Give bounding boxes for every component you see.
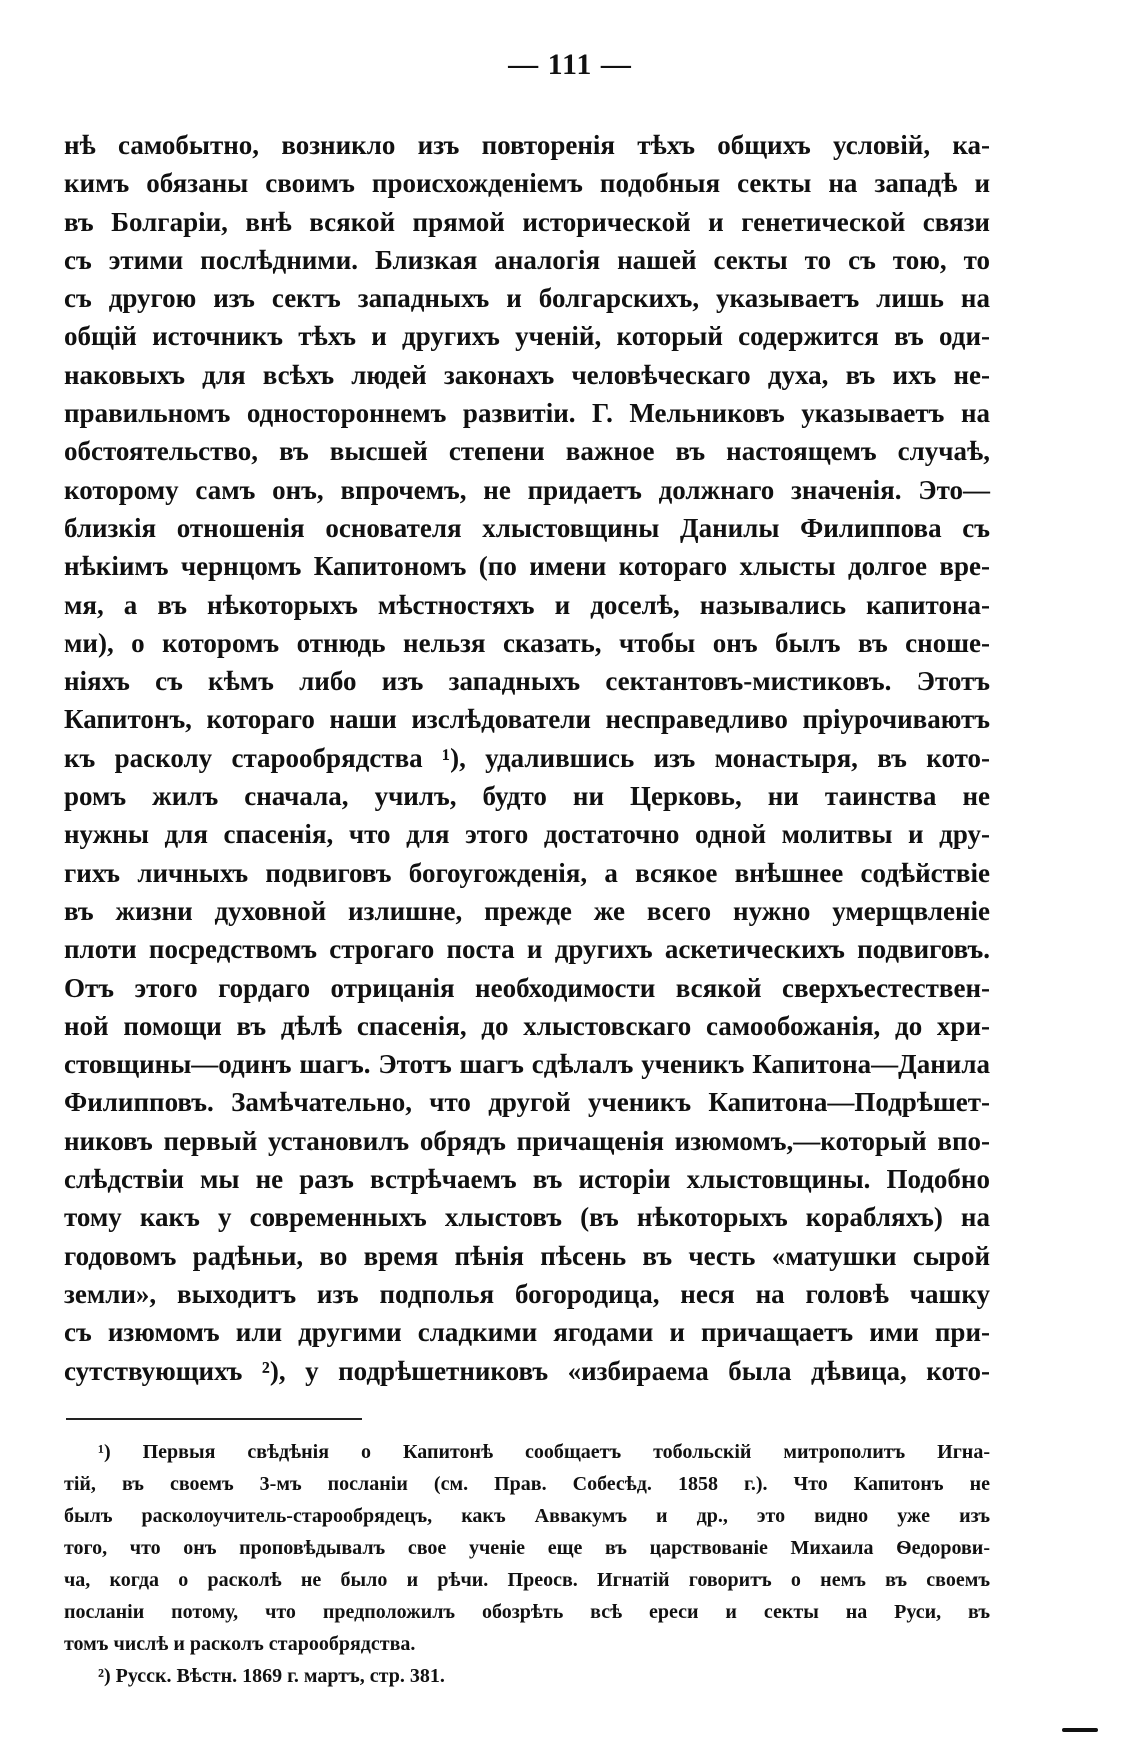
body-line: стовщины—одинъ шагъ. Этотъ шагъ сдѣлалъ ученикъ Капитона—Данила xyxy=(64,1049,990,1080)
footnote-1-line: того, что онъ проповѣдывалъ свое ученіе еще въ царствованіе Михаила Ѳедорови- xyxy=(64,1537,990,1559)
footnote-1-line: ча, когда о расколѣ не было и рѣчи. Преосв. Игнатій говоритъ о немъ въ своемъ xyxy=(64,1569,990,1591)
body-line: нѣ самобытно, возникло изъ повторенія тѣхъ общихъ условій, ка- xyxy=(64,130,990,160)
body-line: съ изюмомъ или другими сладкими ягодами и причащаетъ ими при- xyxy=(64,1317,990,1348)
page-number: — 111 — xyxy=(508,48,632,81)
body-line: нужны для спасенія, что для этого достаточно одной молитвы и дру- xyxy=(64,819,990,850)
body-line: Капитонъ, котораго наши изслѣдователи несправедливо пріурочиваютъ xyxy=(64,704,990,735)
body-line: ми), о которомъ отнюдь нельзя сказать, чтобы онъ былъ въ сноше- xyxy=(64,627,990,658)
body-line: кимъ обязаны своимъ происхожденіемъ подобныя секты на западѣ и xyxy=(64,168,990,199)
footnote-1-line: тій, въ своемъ 3-мъ посланіи (см. Прав. Собесѣд. 1858 г.). Что Капитонъ не xyxy=(64,1473,990,1495)
body-line: правильномъ одностороннемъ развитіи. Г. Мельниковъ указываетъ на xyxy=(64,398,990,429)
body-line: сутствующихъ ²), у подрѣшетниковъ «избираема была дѣвица, кото- xyxy=(64,1355,990,1386)
main-text xyxy=(64,126,990,1390)
body-line: тому какъ у современныхъ хлыстовъ (въ нѣкоторыхъ корабляхъ) на xyxy=(64,1202,990,1233)
footnote-1-line: посланіи потому, что предположилъ обозрѣть всѣ ереси и секты на Руси, въ xyxy=(64,1601,990,1623)
body-line: съ этими послѣдними. Близкая аналогія нашей секты то съ тою, то xyxy=(64,244,990,275)
ink-mark xyxy=(1062,1728,1098,1732)
body-line: которому самъ онъ, впрочемъ, не придаетъ должнаго значенія. Это— xyxy=(64,474,990,505)
body-line: съ другою изъ сектъ западныхъ и болгарскихъ, указываетъ лишь на xyxy=(64,283,990,314)
footnote-1-line: ¹) Первыя свѣдѣнія о Капитонѣ сообщаетъ тобольскій митрополитъ Игна- xyxy=(98,1441,990,1463)
body-line: обстоятельство, въ высшей степени важное въ настоящемъ случаѣ, xyxy=(64,436,990,467)
footnote-1-line: былъ расколоучитель-старообрядецъ, какъ Аввакумъ и др., это видно уже изъ xyxy=(64,1505,990,1527)
body-line: въ жизни духовной излишне, прежде же всего нужно умерщвленіе xyxy=(64,895,990,926)
body-line: близкія отношенія основателя хлыстовщины Данилы Филиппова съ xyxy=(64,512,990,543)
body-line: ніяхъ съ кѣмъ либо изъ западныхъ сектантовъ-мистиковъ. Этотъ xyxy=(64,666,990,697)
body-line: Отъ этого гордаго отрицанія необходимости всякой сверхъестествен- xyxy=(64,972,990,1003)
footnote-divider xyxy=(66,1418,362,1420)
body-line: ной помощи въ дѣлѣ спасенія, до хлыстовскаго самообожанія, до хри- xyxy=(64,1010,990,1041)
body-line: въ Болгаріи, внѣ всякой прямой исторической и генетической связи xyxy=(64,206,990,237)
body-line: Филипповъ. Замѣчательно, что другой ученикъ Капитона—Подрѣшет- xyxy=(64,1087,990,1118)
body-line: къ расколу старообрядства ¹), удалившись изъ монастыря, въ кото- xyxy=(64,742,990,773)
body-line: слѣдствіи мы не разъ встрѣчаемъ въ исторіи хлыстовщины. Подобно xyxy=(64,1164,990,1195)
body-line: общій источникъ тѣхъ и другихъ ученій, который содержится въ оди- xyxy=(64,321,990,352)
body-line: мя, а въ нѣкоторыхъ мѣстностяхъ и доселѣ, назывались капитона- xyxy=(64,589,990,620)
body-line: гихъ личныхъ подвиговъ богоугожденія, а всякое внѣшнее содѣйствіе xyxy=(64,857,990,888)
body-line: нѣкіимъ чернцомъ Капитономъ (по имени котораго хлысты долгое вре- xyxy=(64,551,990,582)
body-line: годовомъ радѣньи, во время пѣнія пѣсень въ честь «матушки сырой xyxy=(64,1240,990,1271)
body-line: ромъ жилъ сначала, училъ, будто ни Церковь, ни таинства не xyxy=(64,781,990,812)
body-line: земли», выходитъ изъ подполья богородица, неся на головѣ чашку xyxy=(64,1278,990,1309)
body-line: наковыхъ для всѣхъ людей законахъ человѣческаго духа, въ ихъ не- xyxy=(64,359,990,390)
footnote-2: ²) Русск. Вѣстн. 1869 г. мартъ, стр. 381. xyxy=(98,1665,445,1687)
footnotes xyxy=(64,1436,990,1692)
body-line: никовъ первый установилъ обрядъ причащенія изюмомъ,—который впо- xyxy=(64,1125,990,1156)
body-line: плоти посредствомъ строгаго поста и другихъ аскетическихъ подвиговъ. xyxy=(64,934,990,965)
footnote-1-line: томъ числѣ и расколъ старообрядства. xyxy=(64,1633,416,1655)
